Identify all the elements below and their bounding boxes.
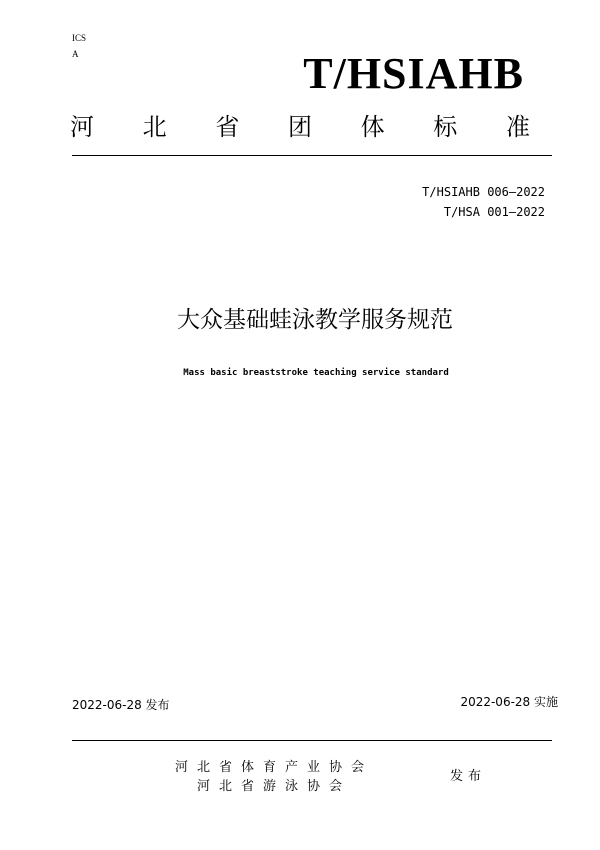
issue-date: 2022-06-28 发布 — [72, 698, 170, 712]
ics-label: ICS — [72, 33, 87, 43]
standard-code-heading: T/HSIAHB — [303, 49, 524, 98]
standard-number-secondary: T/HSA 001—2022 — [443, 205, 545, 219]
document-title-zh: 大众基础蛙泳教学服务规范 — [177, 307, 453, 333]
classification-codes — [72, 30, 86, 62]
implementation-date: 2022-06-28 实施 — [460, 695, 558, 709]
publish-label: 发布 — [450, 769, 487, 784]
publisher-name: 河北省体育产业协会 — [175, 760, 374, 775]
standard-type-char: 河 — [70, 113, 94, 141]
standard-numbers — [422, 182, 545, 222]
standard-type-char: 准 — [505, 113, 530, 141]
publisher-list — [175, 758, 373, 796]
standard-number-primary: T/HSIAHB 006—2022 — [422, 185, 545, 199]
publisher-name: 河北省游泳协会 — [197, 779, 352, 794]
document-title-en: Mass basic breaststroke teaching service standard — [183, 368, 449, 378]
bottom-divider — [72, 740, 552, 741]
standard-type-char: 团 — [287, 113, 312, 141]
standard-type-char: 北 — [142, 113, 167, 141]
standard-type-title — [70, 110, 530, 144]
standard-type-char: 省 — [215, 113, 240, 141]
standard-type-char: 体 — [360, 113, 385, 141]
ccs-label: A — [72, 49, 79, 59]
top-divider — [72, 155, 552, 156]
standard-type-char: 标 — [433, 113, 458, 141]
